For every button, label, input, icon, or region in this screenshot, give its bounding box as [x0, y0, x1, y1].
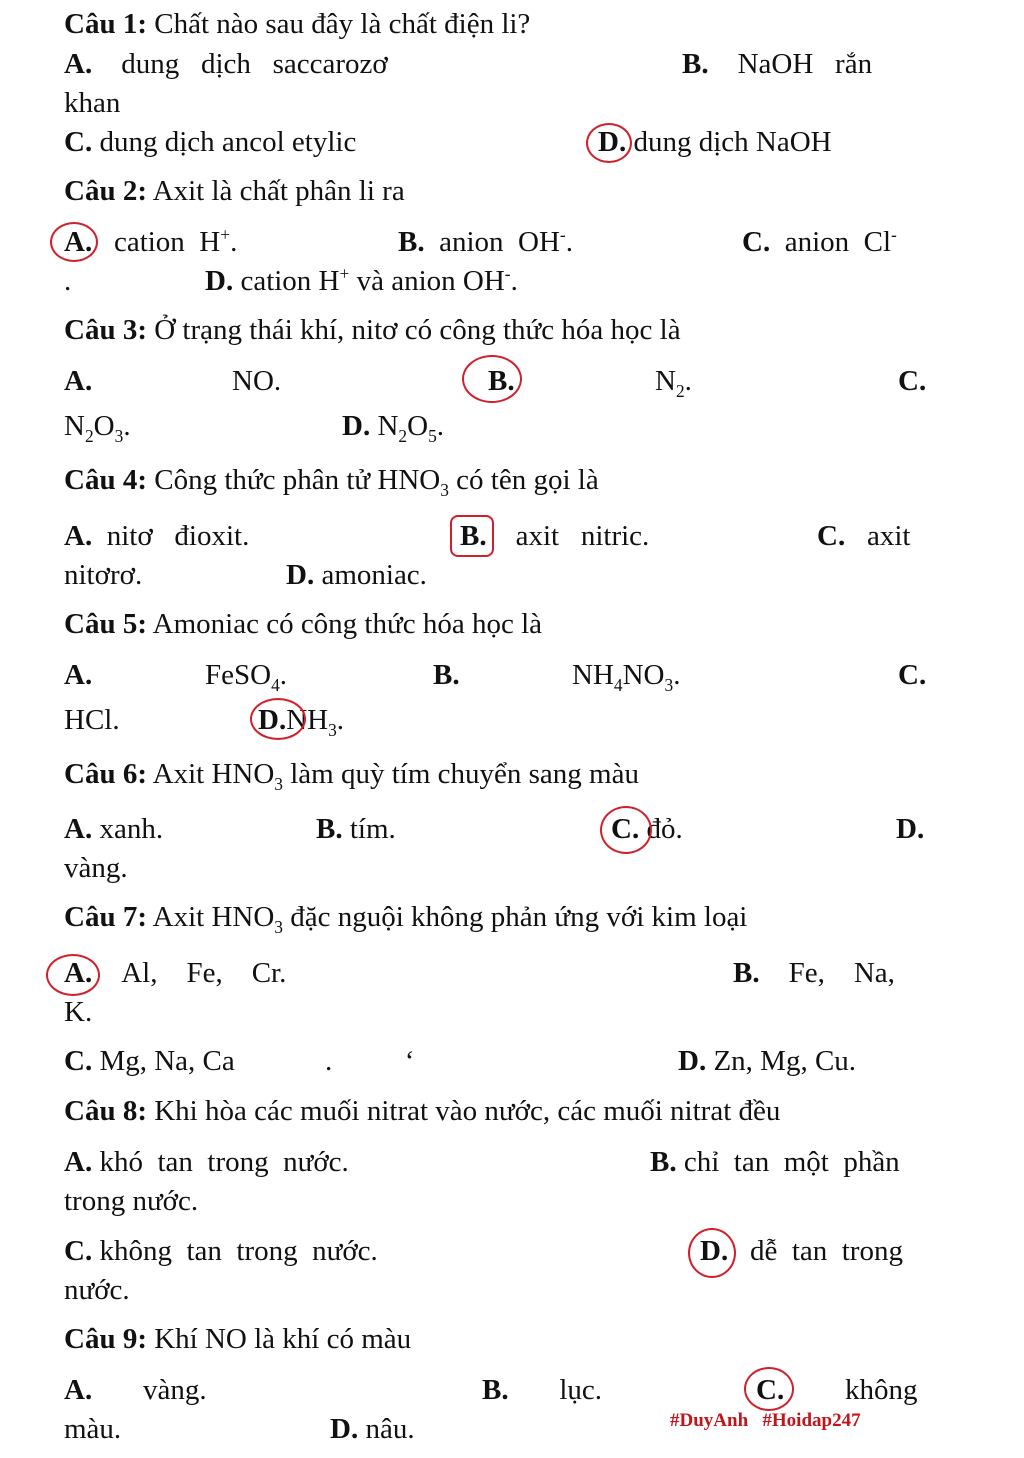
question-9: Câu 9: Khí NO là khí có màu: [64, 1323, 412, 1355]
q6-option-a: A. xanh.: [64, 813, 164, 845]
q2-option-d: D. cation H+ và anion OH-.: [205, 263, 518, 297]
q3-option-a-label: A.: [64, 365, 93, 397]
answer-circle-q9: [744, 1367, 794, 1411]
q4-option-c: C. axit: [817, 520, 911, 552]
q7-stray-marks: . ‘: [325, 1045, 415, 1077]
q6-option-b: B. tím.: [316, 813, 396, 845]
q5-option-c: HCl.: [64, 704, 120, 736]
q1-option-c: C. dung dịch ancol etylic: [64, 126, 357, 158]
q3-option-d: D. $N_2O_5$.: [342, 410, 445, 446]
q4-option-b: B. axit nitric.: [460, 520, 650, 552]
q6-option-d: vàng.: [64, 852, 128, 884]
question-5: Câu 5: Amoniac có công thức hóa học là: [64, 608, 543, 640]
watermark: #DuyAnh #Hoidap247: [670, 1410, 861, 1431]
q9-option-c: không: [845, 1374, 918, 1406]
q8-option-c: C. không tan trong nước.: [64, 1235, 378, 1267]
q7-option-c: C. Mg, Na, Ca: [64, 1045, 235, 1077]
q9-option-a: A. vàng.: [64, 1374, 207, 1406]
question-1: Câu 1: Chất nào sau đây là chất điện li?: [64, 8, 531, 40]
q8-option-a: A. khó tan trong nước.: [64, 1146, 349, 1178]
q9-option-c-cont: màu.: [64, 1413, 122, 1445]
q2-option-a: A. cation H+.: [64, 224, 238, 258]
answer-circle-q5: [250, 698, 306, 740]
answer-circle-q7: [46, 954, 100, 996]
q3-option-c: $N_2O_3$.: [64, 410, 131, 446]
q6-option-d-label: D.: [896, 813, 925, 845]
q5-option-c-label: C.: [898, 659, 927, 691]
answer-circle-q3: [462, 355, 522, 403]
q8-option-d-cont: nước.: [64, 1274, 130, 1306]
answer-circle-q8: [688, 1228, 736, 1278]
q9-option-c-label: C.: [756, 1374, 785, 1406]
question-2: Câu 2: Axit là chất phân li ra: [64, 175, 405, 207]
question-8: Câu 8: Khi hòa các muối nitrat vào nước, các muối nitrat đều: [64, 1095, 781, 1127]
q4-option-c-cont: nitơrơ.: [64, 559, 143, 591]
answer-circle-q6: [600, 806, 652, 854]
q1-option-b: B. NaOH rắn: [682, 48, 873, 80]
q5-option-b-label: B.: [433, 659, 460, 691]
answer-circle-q2: [50, 222, 98, 262]
question-3: Câu 3: Ở trạng thái khí, nitơ có công thức hóa học là: [64, 314, 681, 346]
q8-option-b: B. chỉ tan một phần: [650, 1146, 900, 1178]
q7-option-b-cont: K.: [64, 996, 93, 1028]
q2-option-b: B. anion OH-.: [398, 224, 573, 258]
q8-option-d: D. dễ tan trong: [700, 1235, 903, 1267]
q8-option-b-cont: trong nước.: [64, 1185, 199, 1217]
question-7: Câu 7: Axit $HNO_3$ đặc nguội không phản ứng với kim loại: [64, 901, 748, 937]
q2-option-c: C. anion Cl-: [742, 224, 897, 258]
answer-circle-q1: [586, 123, 632, 163]
q9-option-d: D. nâu.: [330, 1413, 415, 1445]
q3-option-b-label: B.: [488, 365, 515, 397]
question-4: Câu 4: Công thức phân tử $HNO_3$ có tên gọi là: [64, 464, 599, 500]
q2-dot: .: [64, 265, 72, 297]
q4-option-d: D. amoniac.: [286, 559, 427, 591]
q3-option-b: $N_2$.: [655, 365, 692, 401]
q6-option-c: C. đỏ.: [611, 813, 683, 845]
q1-option-a: A. dung dịch saccarozơ: [64, 48, 388, 80]
q3-option-c-label: C.: [898, 365, 927, 397]
q5-option-d: $D.NH_3$.: [258, 704, 345, 740]
q1-option-b-cont: khan: [64, 87, 121, 119]
q5-option-a-label: A.: [64, 659, 93, 691]
q3-option-a: NO.: [232, 365, 282, 397]
q7-option-a: A. Al, Fe, Cr.: [64, 957, 287, 989]
q7-option-b: B. Fe, Na,: [733, 957, 895, 989]
question-6: Câu 6: Axit $HNO_3$ làm quỳ tím chuyển sang màu: [64, 758, 639, 794]
q4-option-a: A. nitơ đioxit.: [64, 520, 250, 552]
q1-option-d: D. dung dịch NaOH: [598, 126, 832, 158]
q7-option-d: D. Zn, Mg, Cu.: [678, 1045, 857, 1077]
q5-option-b: $NH_4NO_3$.: [572, 659, 681, 695]
q9-option-b: B. lục.: [482, 1374, 603, 1406]
q5-option-a: FeSO$_4$.: [205, 659, 288, 695]
answer-circle-q4: [450, 515, 494, 557]
